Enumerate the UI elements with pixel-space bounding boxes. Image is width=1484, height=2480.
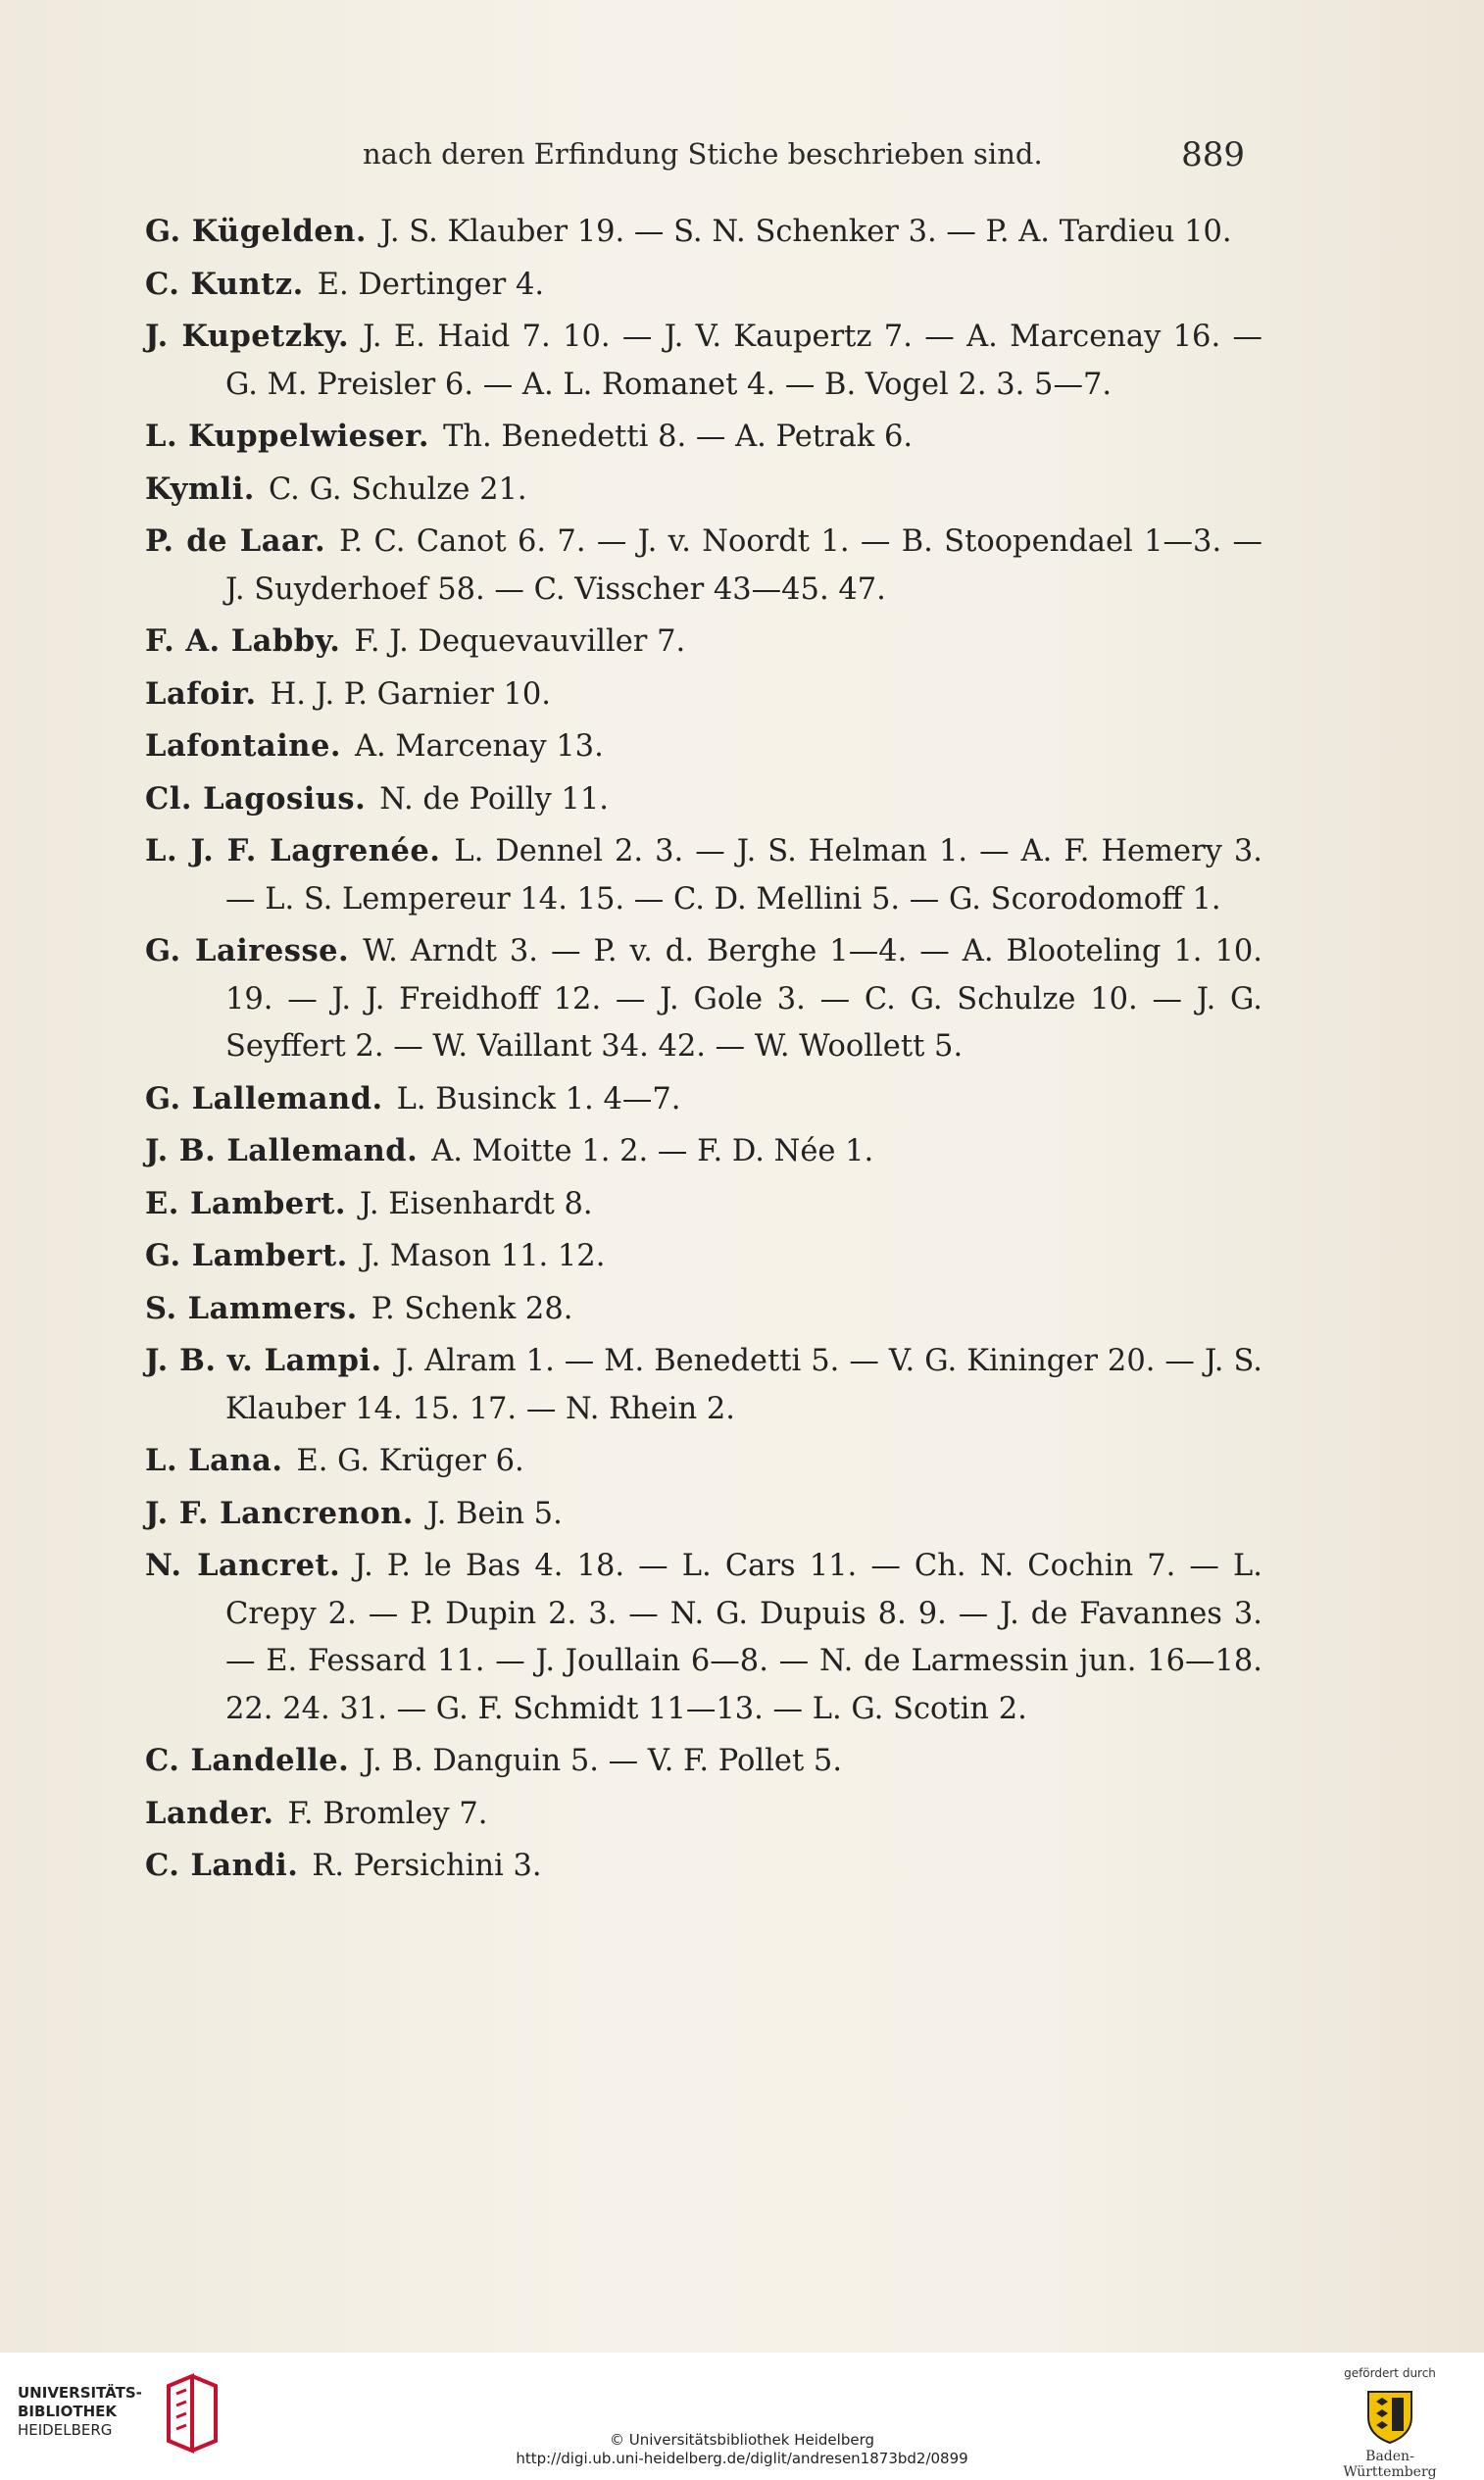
index-entry — [145, 722, 1262, 771]
artist-name: N. Lancret. — [145, 1548, 341, 1583]
artist-name: E. Lambert. — [145, 1185, 346, 1221]
artist-name: Lander. — [145, 1795, 274, 1831]
index-entry — [145, 927, 1262, 1071]
page-number: 889 — [1181, 135, 1245, 174]
sponsor-block — [1321, 2366, 1459, 2480]
engraver-list: P. Schenk 28. — [371, 1291, 573, 1326]
index-entry — [145, 1842, 1262, 1891]
engraver-list: J. Alram 1. — M. Benedetti 5. — V. G. Kininger 20. — J. S. Klauber 14. 15. 17. — N. Rhein 2. — [225, 1344, 1262, 1426]
artist-name: C. Landi. — [145, 1848, 299, 1883]
state-crest-icon — [1364, 2386, 1415, 2445]
library-name-line: UNIVERSITÄTS- — [18, 2384, 142, 2402]
artist-name: C. Landelle. — [145, 1743, 350, 1778]
engraver-list: F. Bromley 7. — [287, 1796, 488, 1831]
artist-name: J. B. v. Lampi. — [145, 1343, 382, 1378]
sponsor-label: gefördert durch — [1344, 2366, 1436, 2380]
engraver-list: A. Moitte 1. 2. — F. D. Née 1. — [431, 1134, 874, 1168]
artist-name: Kymli. — [145, 471, 255, 507]
index-entry — [145, 313, 1262, 409]
engraver-list: P. C. Canot 6. 7. — J. v. Noordt 1. — B. Stoopendael 1—3. — J. Suyderhoef 58. — C. Visscher 43—45. 47. — [225, 524, 1262, 607]
index-entry — [145, 518, 1262, 614]
engraver-list: W. Arndt 3. — P. v. d. Berghe 1—4. — A. Blooteling 1. 10. 19. — J. J. Freidhoff 12. — J. Gole 3. — C. G. Schulze 10. — J. G. Seyffert 2. — W. Vaillant 34. 42. — W. Woollett 5. — [225, 934, 1262, 1064]
index-entry — [145, 1737, 1262, 1786]
artist-name: G. Lairesse. — [145, 933, 350, 968]
sponsor-name: Baden-Württemberg — [1343, 2449, 1437, 2480]
copyright-notice — [0, 2431, 1484, 2468]
engraver-list: A. Marcenay 13. — [354, 729, 604, 764]
artist-name: J. B. Lallemand. — [145, 1133, 419, 1168]
engraver-list: E. Dertinger 4. — [317, 267, 545, 302]
artist-name: F. A. Labby. — [145, 623, 341, 659]
permalink-url[interactable]: http://digi.ub.uni-heidelberg.de/diglit/andresen1873bd2/0899 — [516, 2450, 968, 2467]
artist-name: L. Lana. — [145, 1443, 283, 1478]
artist-name: Lafontaine. — [145, 728, 341, 764]
index-entry — [145, 1127, 1262, 1176]
engraver-list: Th. Benedetti 8. — A. Petrak 6. — [443, 420, 914, 454]
index-entry — [145, 1075, 1262, 1124]
engraver-list: C. G. Schulze 21. — [268, 471, 527, 507]
engraver-list: J. S. Klauber 19. — S. N. Schenker 3. — P. A. Tardieu 10. — [380, 215, 1232, 249]
index-entry — [145, 1180, 1262, 1229]
index-entry — [145, 1285, 1262, 1334]
copyright-text: © Universitätsbibliothek Heidelberg — [609, 2431, 874, 2449]
engraver-list: H. J. P. Garnier 10. — [270, 676, 551, 712]
index-entry — [145, 208, 1262, 257]
header-title: nach deren Erfindung Stiche beschrieben sind. — [363, 137, 1043, 171]
index-entry — [145, 670, 1262, 719]
artist-name: S. Lammers. — [145, 1290, 358, 1326]
library-name-line: BIBLIOTHEK — [18, 2403, 117, 2420]
artist-name: G. Lambert. — [145, 1238, 348, 1273]
engraver-list: J. Eisenhardt 8. — [359, 1186, 593, 1221]
engraver-list: J. Mason 11. 12. — [361, 1239, 606, 1273]
engraver-list: L. Dennel 2. 3. — J. S. Helman 1. — A. F. Hemery 3. — L. S. Lempereur 14. 15. — C. D. Mellini 5. — G. Scorodomoff 1. — [225, 834, 1262, 917]
artist-name: P. de Laar. — [145, 523, 326, 559]
engraver-list: J. Bein 5. — [426, 1496, 563, 1531]
running-header — [363, 137, 1245, 176]
index-entry — [145, 413, 1262, 462]
artist-name: G. Kügelden. — [145, 214, 368, 249]
index-entry — [145, 1542, 1262, 1733]
viewer-footer — [0, 2353, 1484, 2480]
artist-name: J. F. Lancrenon. — [145, 1495, 414, 1531]
artist-name: J. Kupetzky. — [145, 319, 350, 354]
artist-name: Cl. Lagosius. — [145, 780, 367, 817]
index-entry — [145, 827, 1262, 923]
engraver-list: J. E. Haid 7. 10. — J. V. Kaupertz 7. — A. Marcenay 16. — G. M. Preisler 6. — A. L. Romanet 4. — B. Vogel 2. 3. 5—7. — [225, 320, 1262, 402]
index-entry — [145, 261, 1262, 310]
engraver-list: E. G. Krüger 6. — [296, 1444, 524, 1478]
index-entry — [145, 1337, 1262, 1433]
artist-name: G. Lallemand. — [145, 1080, 383, 1116]
engraver-list: L. Businck 1. 4—7. — [396, 1081, 681, 1116]
index-entry — [145, 1790, 1262, 1839]
engraver-list: J. B. Danguin 5. — V. F. Pollet 5. — [363, 1744, 843, 1778]
artist-name: C. Kuntz. — [145, 266, 304, 302]
index-entry — [145, 1437, 1262, 1486]
artist-name: L. J. F. Lagrenée. — [145, 833, 441, 868]
engraver-list: R. Persichini 3. — [312, 1849, 542, 1883]
index-entries — [145, 208, 1262, 1895]
index-entry — [145, 618, 1262, 667]
index-entry — [145, 1232, 1262, 1281]
engraver-list: N. de Poilly 11. — [379, 781, 609, 817]
engraver-list: F. J. Dequevauviller 7. — [354, 624, 686, 659]
artist-name: Lafoir. — [145, 675, 257, 712]
index-entry — [145, 1490, 1262, 1539]
index-entry — [145, 466, 1262, 515]
artist-name: L. Kuppelwieser. — [145, 419, 430, 454]
index-entry — [145, 775, 1262, 824]
engraver-list: J. P. le Bas 4. 18. — L. Cars 11. — Ch. N. Cochin 7. — L. Crepy 2. — P. Dupin 2. 3. — N. G. Dupuis 8. 9. — J. de Favannes 3. — E. Fessard 11. — J. Joullain 6—8. — N. de Larmessin jun. 16—18. 22. 24. 31. — G. F. Schmidt 11—13. — L. G. Scotin 2. — [225, 1549, 1262, 1726]
library-name-line: HEIDELBERG — [18, 2421, 113, 2439]
